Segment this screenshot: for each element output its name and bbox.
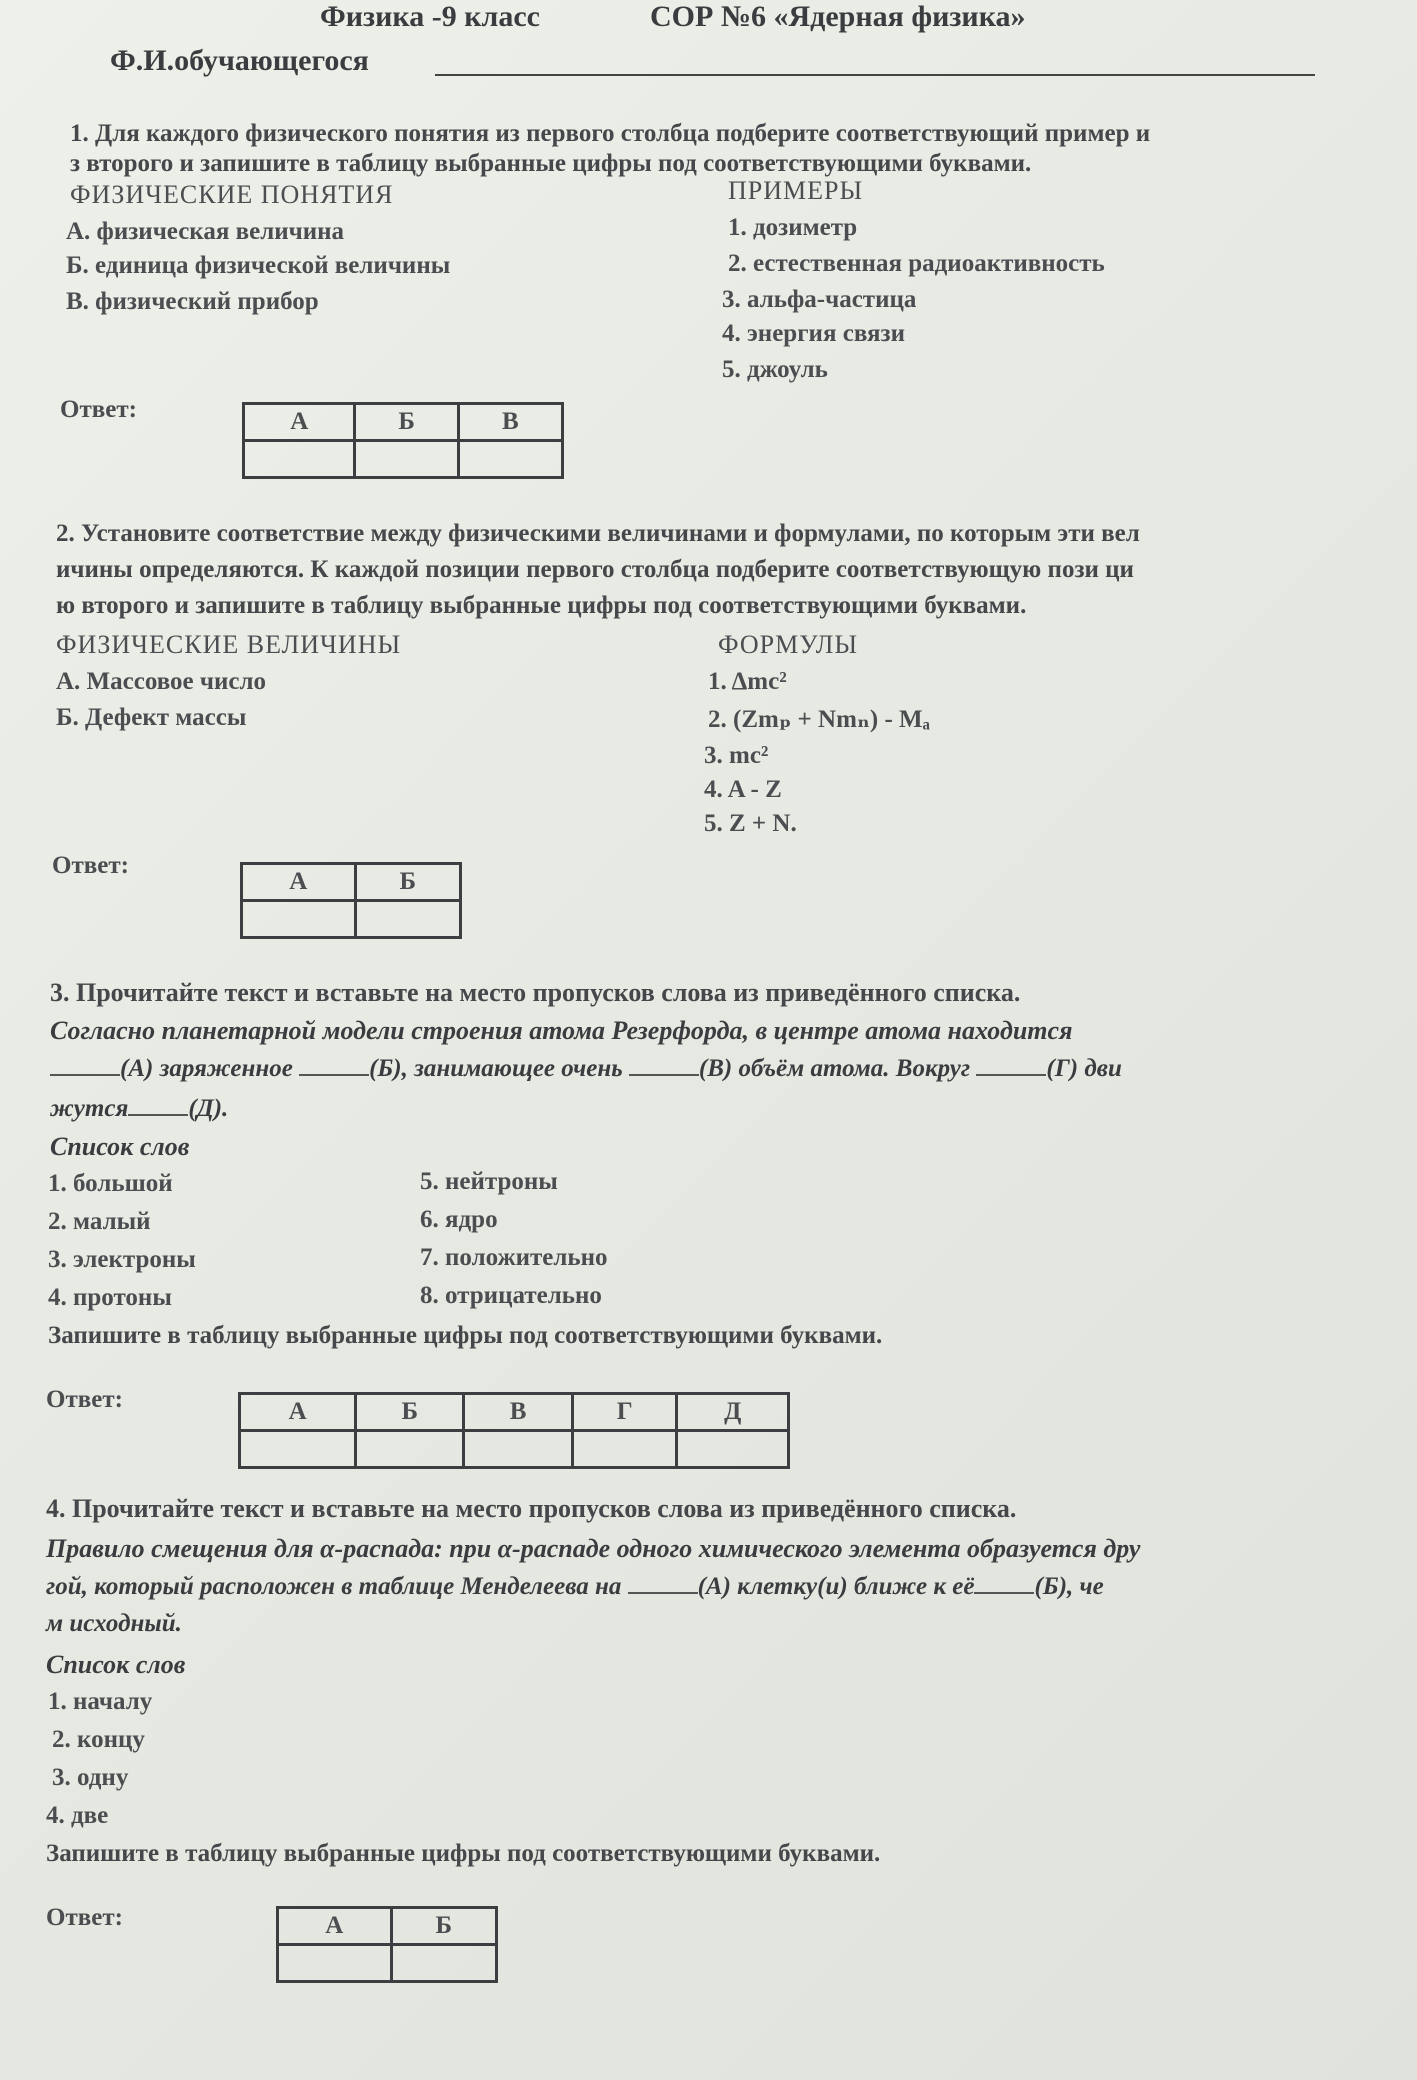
q1-text-line2: з второго и запишите в таблицу выбранные цифры под соответствующими буквами. xyxy=(70,150,1032,177)
q3-text: 3. Прочитайте текст и вставьте на место пропусков слова из приведённого списка. xyxy=(50,978,1021,1007)
q3-word-item: 3. электроны xyxy=(48,1246,196,1273)
q2-right-item: 5. Z + N. xyxy=(704,810,797,837)
q2-left-heading: ФИЗИЧЕСКИЕ ВЕЛИЧИНЫ xyxy=(56,630,402,659)
q2-text-line2: ичины определяются. К каждой позиции первого столбца подберите соответствующую пози ци xyxy=(56,556,1134,583)
q1-answer-label: Ответ: xyxy=(60,396,137,423)
q3-gap-e: (Д). xyxy=(188,1095,229,1122)
q4-col-b: Б xyxy=(391,1908,496,1945)
q1-left-heading: ФИЗИЧЕСКИЕ ПОНЯТИЯ xyxy=(70,180,394,209)
q4-line2-start: гой, который расположен в таблице Менделеева на xyxy=(46,1573,622,1600)
q1-right-item: 5. джоуль xyxy=(722,356,828,383)
student-name-line[interactable] xyxy=(435,74,1315,76)
q3-answer-cell-b[interactable] xyxy=(356,1431,464,1468)
q3-col-c: В xyxy=(464,1394,573,1431)
q3-word-item: 5. нейтроны xyxy=(420,1168,558,1195)
q3-col-b: Б xyxy=(356,1394,464,1431)
q4-italic-line3: м исходный. xyxy=(46,1610,182,1637)
q2-answer-label: Ответ: xyxy=(52,852,129,879)
q2-text-line1: 2. Установите соответствие между физическими величинами и формулами, по которым эти вел xyxy=(56,520,1140,547)
q3-instruction: Запишите в таблицу выбранные цифры под соответствующими буквами. xyxy=(48,1322,883,1349)
q4-list-heading: Список слов xyxy=(46,1650,186,1679)
q2-right-heading: ФОРМУЛЫ xyxy=(718,630,858,659)
q1-col-b: Б xyxy=(355,404,458,441)
q3-answer-cell-d[interactable] xyxy=(572,1431,676,1468)
q1-left-item: В. физический прибор xyxy=(66,288,319,315)
worksheet-subtitle: СОР №6 «Ядерная физика» xyxy=(650,0,1026,33)
q2-left-item: А. Массовое число xyxy=(56,668,267,695)
q4-italic-line2 xyxy=(46,1572,1104,1601)
q2-right-item: 2. (Zmₚ + Nmₙ) - Mₐ xyxy=(708,706,930,733)
q3-word-item: 4. протоны xyxy=(48,1284,172,1311)
q3-italic-line3 xyxy=(50,1094,228,1123)
q3-gap-d: (Г) дви xyxy=(1046,1055,1122,1082)
q3-answer-table xyxy=(238,1392,790,1469)
q3-col-e: Д xyxy=(677,1394,789,1431)
q1-answer-cell-a[interactable] xyxy=(244,441,355,478)
q3-word-item: 6. ядро xyxy=(420,1206,498,1233)
q1-col-c: В xyxy=(458,404,562,441)
q3-italic-line2 xyxy=(50,1054,1122,1083)
q4-answer-cell-b[interactable] xyxy=(391,1945,496,1982)
q3-gap-e-prefix: жутся xyxy=(50,1095,129,1122)
q1-right-item: 1. дозиметр xyxy=(728,214,858,241)
q3-gap-c: (В) объём атома. Вокруг xyxy=(698,1055,971,1082)
q3-gap-b: (Б), занимающее очень xyxy=(369,1055,623,1082)
student-name-label: Ф.И.обучающегося xyxy=(110,44,369,77)
q2-right-item: 4. A - Z xyxy=(704,776,782,803)
q4-answer-cell-a[interactable] xyxy=(278,1945,392,1982)
q2-left-item: Б. Дефект массы xyxy=(56,704,247,731)
q4-word-item: 1. началу xyxy=(48,1688,153,1715)
q2-right-item: 3. mc² xyxy=(704,742,769,769)
q3-col-a: А xyxy=(240,1394,356,1431)
q1-answer-table xyxy=(242,402,564,479)
q3-italic-line1: Согласно планетарной модели строения атома Резерфорда, в центре атома находится xyxy=(50,1016,1073,1045)
q2-right-item: 1. Δmc² xyxy=(708,668,787,695)
q4-italic-line1: Правило смещения для α-распада: при α-распаде одного химического элемента образуется дру xyxy=(46,1534,1141,1563)
q4-gap-b: (Б), че xyxy=(1034,1573,1104,1600)
q2-col-a: А xyxy=(242,864,356,901)
q1-left-item: А. физическая величина xyxy=(66,218,345,245)
q2-answer-cell-a[interactable] xyxy=(242,901,356,938)
q3-answer-cell-e[interactable] xyxy=(677,1431,789,1468)
q1-col-a: А xyxy=(244,404,355,441)
q3-answer-cell-a[interactable] xyxy=(240,1431,356,1468)
q3-word-item: 8. отрицательно xyxy=(420,1282,602,1309)
q4-answer-label: Ответ: xyxy=(46,1904,123,1931)
q4-answer-table xyxy=(276,1906,498,1983)
q1-right-heading: ПРИМЕРЫ xyxy=(728,176,864,205)
q1-right-item: 3. альфа-частица xyxy=(722,286,917,313)
q4-instruction: Запишите в таблицу выбранные цифры под соответствующими буквами. xyxy=(46,1840,881,1867)
q1-left-item: Б. единица физической величины xyxy=(66,252,451,279)
q3-word-item: 2. малый xyxy=(48,1208,151,1235)
q3-col-d: Г xyxy=(572,1394,676,1431)
q3-word-item: 1. большой xyxy=(48,1170,173,1197)
q2-text-line3: ю второго и запишите в таблицу выбранные цифры под соответствующими буквами. xyxy=(56,592,1027,619)
worksheet-title: Физика -9 класс xyxy=(320,0,540,33)
q4-word-item: 2. концу xyxy=(52,1726,145,1753)
q4-col-a: А xyxy=(278,1908,392,1945)
q1-right-item: 2. естественная радиоактивность xyxy=(728,250,1105,277)
q4-text: 4. Прочитайте текст и вставьте на место пропусков слова из приведённого списка. xyxy=(46,1494,1017,1523)
q4-gap-a: (А) клетку(и) ближе к её xyxy=(697,1573,975,1600)
q2-answer-cell-b[interactable] xyxy=(355,901,460,938)
q4-word-item: 4. две xyxy=(46,1802,109,1829)
q3-gap-a: (А) заряженное xyxy=(120,1055,293,1082)
q1-answer-cell-b[interactable] xyxy=(355,441,458,478)
q3-answer-cell-c[interactable] xyxy=(464,1431,573,1468)
q4-word-item: 3. одну xyxy=(52,1764,129,1791)
q2-col-b: Б xyxy=(355,864,460,901)
q1-text-line1: 1. Для каждого физического понятия из первого столбца подберите соответствующий пример и xyxy=(70,120,1151,147)
q3-answer-label: Ответ: xyxy=(46,1386,123,1413)
q2-answer-table xyxy=(240,862,462,939)
q1-answer-cell-c[interactable] xyxy=(458,441,562,478)
q1-right-item: 4. энергия связи xyxy=(722,320,905,347)
q3-word-item: 7. положительно xyxy=(420,1244,608,1271)
q3-list-heading: Список слов xyxy=(50,1132,190,1161)
